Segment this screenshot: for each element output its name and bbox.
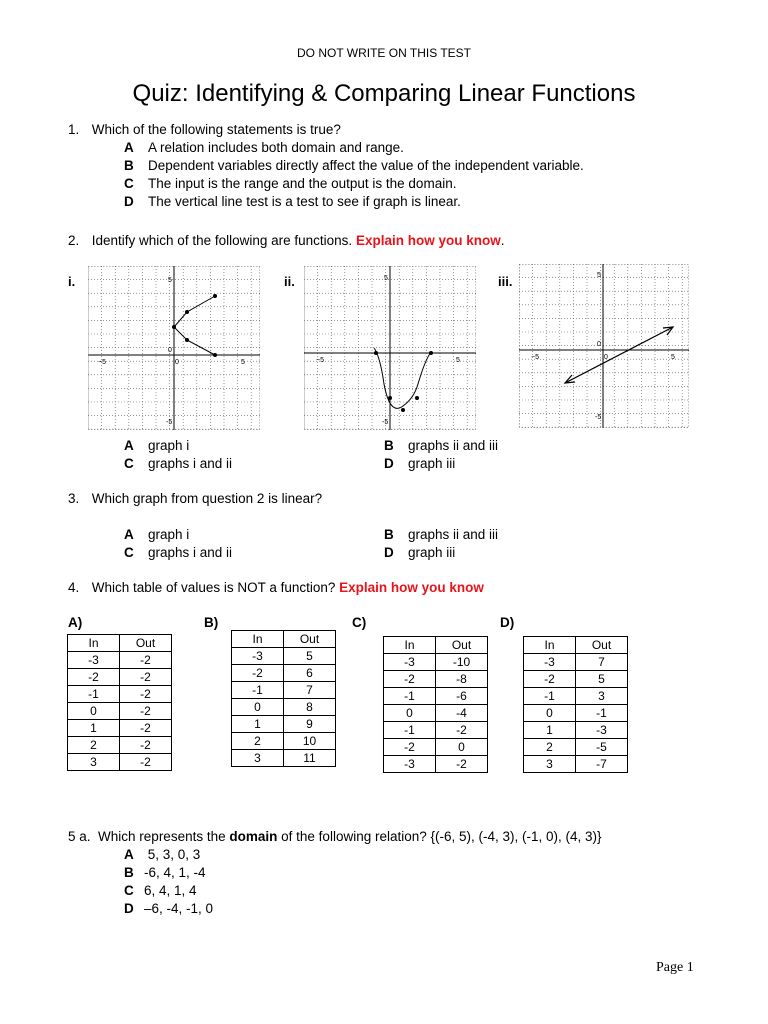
table-cell: -7 <box>576 756 628 773</box>
q5-choice-d: D –6, -4, -1, 0 <box>124 901 214 916</box>
table-cell: -3 <box>576 722 628 739</box>
table-row <box>384 671 488 688</box>
table-header-cell: In <box>524 637 576 654</box>
table-cell: -2 <box>524 671 576 688</box>
table-header-cell: Out <box>284 631 336 648</box>
table-row <box>524 705 628 722</box>
tick-label: 0 <box>175 359 179 366</box>
table-cell: -1 <box>384 722 436 739</box>
graph-i-label: i. <box>68 274 76 289</box>
table-header-cell: Out <box>120 635 172 652</box>
explain-emphasis: Explain how you know <box>339 580 484 595</box>
q1-choice-d: D The vertical line test is a test to see if graph is linear. <box>124 194 461 209</box>
table-cell: -2 <box>232 665 284 682</box>
table-cell: -5 <box>576 739 628 756</box>
table-cell: 7 <box>576 654 628 671</box>
table-c-label: C) <box>352 615 367 630</box>
values-table-c <box>383 636 488 773</box>
table-cell: 6 <box>284 665 336 682</box>
point <box>185 310 189 314</box>
point <box>172 325 176 329</box>
q2-choice-d: D graph iii <box>384 456 456 471</box>
table-cell: 0 <box>68 703 120 720</box>
tick-label: 0 <box>604 354 608 361</box>
tick-label: 5 <box>456 357 460 364</box>
values-table-a <box>67 634 172 771</box>
tick-label: −5 <box>98 359 106 366</box>
table-row <box>524 688 628 705</box>
table-cell: 1 <box>68 720 120 737</box>
q5-choice-b: B -6, 4, 1, -4 <box>124 865 206 880</box>
table-cell: -1 <box>576 705 628 722</box>
table-cell: -1 <box>68 686 120 703</box>
table-b-label: B) <box>204 615 219 630</box>
table-cell: -1 <box>384 688 436 705</box>
tick-label: 5 <box>384 275 388 282</box>
linear-line <box>565 327 673 383</box>
table-cell: -3 <box>524 654 576 671</box>
table-header-row <box>232 631 336 648</box>
table-header-row <box>524 637 628 654</box>
table-row <box>68 754 172 771</box>
table-cell: -3 <box>384 756 436 773</box>
table-cell: -2 <box>384 671 436 688</box>
table-cell: 2 <box>524 739 576 756</box>
tick-label: 5 <box>671 354 675 361</box>
table-row <box>384 654 488 671</box>
table-d-label: D) <box>500 615 515 630</box>
table-cell: -2 <box>68 669 120 686</box>
question-4: 4. Which table of values is NOT a function? Explain how you know <box>68 580 484 595</box>
q3-choice-d: D graph iii <box>384 545 456 560</box>
table-cell: -2 <box>436 722 488 739</box>
graph-iii-label: iii. <box>498 274 513 289</box>
table-row <box>68 720 172 737</box>
table-cell: -2 <box>120 652 172 669</box>
tick-label: 5 <box>168 277 172 284</box>
table-row <box>384 688 488 705</box>
q2-choice-a: A graph i <box>124 438 190 453</box>
table-cell: 1 <box>524 722 576 739</box>
table-cell: 2 <box>68 737 120 754</box>
table-row <box>68 652 172 669</box>
point <box>374 351 378 355</box>
q5-choice-c: C 6, 4, 1, 4 <box>124 883 197 898</box>
table-row <box>232 648 336 665</box>
table-row <box>524 671 628 688</box>
q1-choice-c: C The input is the range and the output is the domain. <box>124 176 457 191</box>
q1-choice-a: A A relation includes both domain and range. <box>124 140 404 155</box>
grid <box>519 264 689 428</box>
table-cell: 3 <box>524 756 576 773</box>
table-cell: -2 <box>120 754 172 771</box>
q3-choice-b: B graphs ii and iii <box>384 527 499 542</box>
domain-emphasis: domain <box>229 829 278 844</box>
graph-iii <box>519 264 689 428</box>
table-cell: 5 <box>576 671 628 688</box>
table-row <box>232 699 336 716</box>
question-1-number: 1. <box>68 122 80 137</box>
tick-label: -5 <box>595 414 602 421</box>
graph-border <box>520 265 689 428</box>
table-header-row <box>68 635 172 652</box>
table-header-cell: In <box>384 637 436 654</box>
table-row <box>68 737 172 754</box>
point <box>429 351 433 355</box>
table-cell: -3 <box>384 654 436 671</box>
explain-emphasis: Explain how you know <box>355 233 501 248</box>
question-3: 3. Which graph from question 2 is linear? <box>68 491 323 506</box>
table-header-cell: In <box>68 635 120 652</box>
point <box>213 294 217 298</box>
table-cell: 0 <box>384 705 436 722</box>
page-number: Page 1 <box>656 960 694 975</box>
table-row <box>524 739 628 756</box>
table-row <box>524 722 628 739</box>
tick-label: −5 <box>316 357 324 364</box>
point <box>185 338 189 342</box>
question-1-text: Which of the following statements is true? <box>91 122 341 137</box>
table-cell: -2 <box>120 720 172 737</box>
table-row <box>384 739 488 756</box>
table-row <box>232 750 336 767</box>
relation-curve <box>174 296 215 355</box>
table-row <box>68 686 172 703</box>
values-table-b <box>231 630 336 767</box>
parabola-curve <box>374 348 431 408</box>
table-cell: -1 <box>524 688 576 705</box>
table-row <box>68 669 172 686</box>
table-row <box>384 756 488 773</box>
tick-label: −5 <box>531 354 539 361</box>
table-cell: -2 <box>120 737 172 754</box>
graph-ii-label: ii. <box>284 274 295 289</box>
table-cell: -6 <box>436 688 488 705</box>
table-cell: 2 <box>232 733 284 750</box>
table-header-cell: In <box>232 631 284 648</box>
table-cell: 11 <box>284 750 336 767</box>
table-cell: 10 <box>284 733 336 750</box>
table-row <box>232 733 336 750</box>
table-cell: 0 <box>524 705 576 722</box>
tick-label: -5 <box>166 419 173 426</box>
table-cell: 0 <box>436 739 488 756</box>
tick-label: 5 <box>597 272 601 279</box>
table-cell: 0 <box>232 699 284 716</box>
table-cell: 3 <box>576 688 628 705</box>
point <box>401 408 405 412</box>
point <box>415 396 419 400</box>
header-note: DO NOT WRITE ON THIS TEST <box>296 46 471 60</box>
table-cell: -1 <box>232 682 284 699</box>
table-cell: 9 <box>284 716 336 733</box>
point <box>388 396 392 400</box>
q2-choice-b: B graphs ii and iii <box>384 438 499 453</box>
table-header-cell: Out <box>436 637 488 654</box>
table-row <box>68 703 172 720</box>
question-2: 2. Identify which of the following are functions. Explain how you know. <box>68 233 505 248</box>
table-cell: -2 <box>384 739 436 756</box>
tick-label: -5 <box>382 419 389 426</box>
tick-label: 5 <box>241 359 245 366</box>
table-cell: 3 <box>232 750 284 767</box>
table-row <box>524 654 628 671</box>
table-cell: -2 <box>120 686 172 703</box>
table-cell: -3 <box>232 648 284 665</box>
graph-ii <box>304 266 476 430</box>
graph-i <box>88 266 260 430</box>
question-5a: 5 a. Which represents the domain of the following relation? {(-6, 5), (-4, 3), (-1, 0), (4, 3)} <box>68 829 602 844</box>
values-table-d <box>523 636 628 773</box>
table-row <box>384 722 488 739</box>
q1-choice-b: B Dependent variables directly affect the value of the independent variable. <box>124 158 584 173</box>
table-cell: 1 <box>232 716 284 733</box>
table-cell: -10 <box>436 654 488 671</box>
table-row <box>384 705 488 722</box>
q3-choice-a: A graph i <box>124 527 190 542</box>
tick-label: 0 <box>597 341 601 348</box>
question-1 <box>68 121 341 139</box>
table-cell: 7 <box>284 682 336 699</box>
q2-choice-c: C graphs i and ii <box>124 456 233 471</box>
table-row <box>232 665 336 682</box>
table-cell: 3 <box>68 754 120 771</box>
tick-label: 0 <box>168 347 172 354</box>
table-cell: -4 <box>436 705 488 722</box>
table-cell: -2 <box>120 669 172 686</box>
table-cell: 8 <box>284 699 336 716</box>
table-row <box>232 716 336 733</box>
table-cell: -2 <box>120 703 172 720</box>
table-header-cell: Out <box>576 637 628 654</box>
table-row <box>232 682 336 699</box>
table-cell: 5 <box>284 648 336 665</box>
table-header-row <box>384 637 488 654</box>
table-row <box>524 756 628 773</box>
table-cell: -8 <box>436 671 488 688</box>
point <box>213 353 217 357</box>
q5-choice-a: A 5, 3, 0, 3 <box>124 847 201 862</box>
q3-choice-c: C graphs i and ii <box>124 545 233 560</box>
table-cell: -3 <box>68 652 120 669</box>
table-cell: -2 <box>436 756 488 773</box>
quiz-title: Quiz: Identifying & Comparing Linear Functions <box>132 80 636 107</box>
table-a-label: A) <box>68 615 83 630</box>
